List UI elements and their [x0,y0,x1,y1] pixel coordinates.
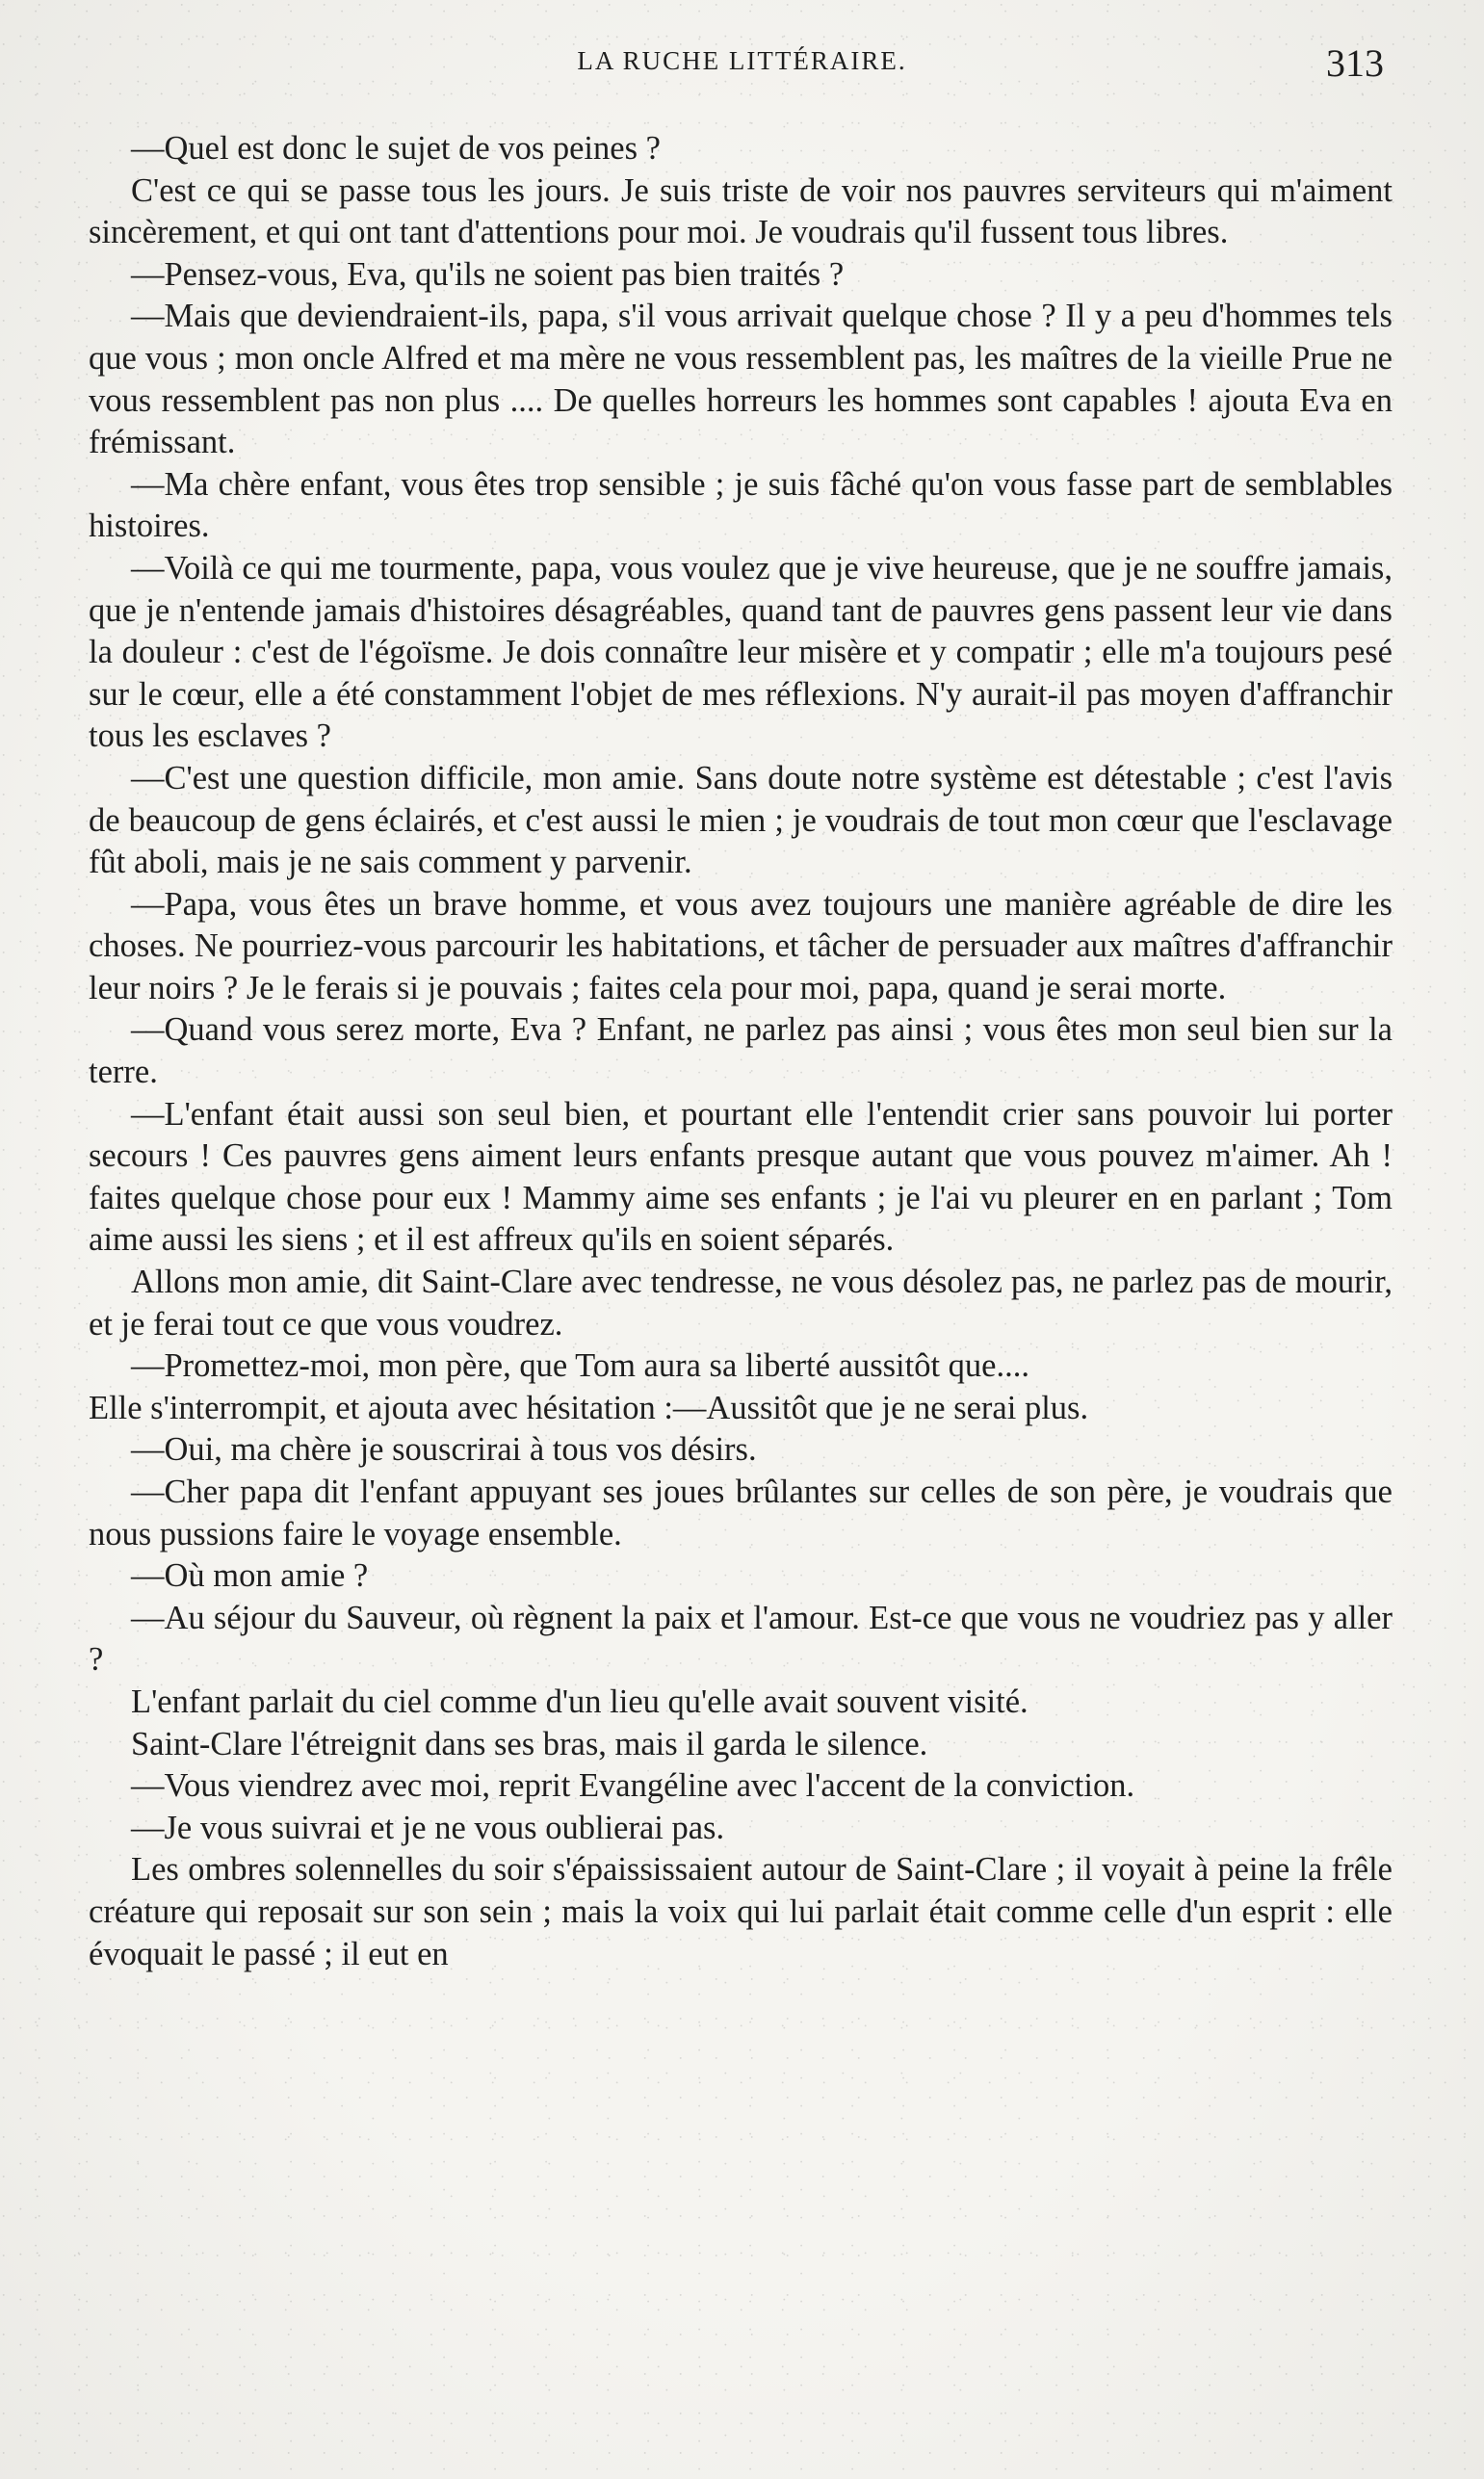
paragraph: —Au séjour du Sauveur, où règnent la paix et l'amour. Est-ce que vous ne voudriez pas y aller ? [89,1599,1393,1679]
paragraph: —Voilà ce qui me tourmente, papa, vous voulez que je vive heureuse, que je ne souffre jamais, que je n'entende jamais d'histoires désagréables, quand tant de pauvres gens passent leur vie dans la douleur : c'est de l'égoïsme. Je dois connaître leur misère et y compatir ; elle m'a toujours pesé sur le cœur, elle a été constamment l'objet de mes réflexions. N'y aurait-il pas moyen d'affranchir tous les esclaves ? [89,549,1393,755]
running-head [0,41,1484,85]
paragraph: L'enfant parlait du ciel comme d'un lieu qu'elle avait souvent visité. [131,1683,1028,1720]
paragraph: C'est ce qui se passe tous les jours. Je suis triste de voir nos pauvres serviteurs qui m'aiment sincèrement, et qui ont tant d'attentions pour moi. Je voudrais qu'il fussent tous libres. [89,171,1393,251]
paragraph: —Vous viendrez avec moi, reprit Evangéline avec l'accent de la conviction. [131,1767,1135,1805]
paragraph: —Pensez-vous, Eva, qu'ils ne soient pas bien traités ? [131,255,845,293]
paragraph: Elle s'interrompit, et ajouta avec hésitation :—Aussitôt que je ne serai plus. [89,1389,1089,1426]
paragraph: —L'enfant était aussi son seul bien, et pourtant elle l'entendit crier sans pouvoir lui porter secours ! Ces pauvres gens aiment leurs enfants presque autant que vous pouvez m'aimer. Ah ! faites quelque chose pour eux ! Mammy aime ses enfants ; je l'ai vu pleurer en en parlant ; Tom aime aussi les siens ; et il est affreux qu'ils en soient séparés. [89,1095,1393,1259]
paragraph: —Promettez-moi, mon père, que Tom aura sa liberté aussitôt que.... [131,1347,1029,1385]
paragraph: —Quel est donc le sujet de vos peines ? [131,130,661,167]
paragraph: —Où mon amie ? [131,1557,369,1595]
paragraph: —Oui, ma chère je souscrirai à tous vos désirs. [131,1431,757,1469]
body-text [89,128,1393,1975]
paragraph: Allons mon amie, dit Saint-Clare avec tendresse, ne vous désolez pas, ne parlez pas de mourir, et je ferai tout ce que vous voudrez. [89,1264,1393,1343]
running-title: LA RUCHE LITTÉRAIRE. [577,46,907,75]
paragraph: —Papa, vous êtes un brave homme, et vous avez toujours une manière agréable de dire les choses. Ne pourriez-vous parcourir les habitations, et tâcher de persuader aux maîtres d'affranchir leur noirs ? Je le ferais si je pouvais ; faites cela pour moi, papa, quand je serai morte. [89,885,1393,1006]
paragraph: —Cher papa dit l'enfant appuyant ses joues brûlantes sur celles de son père, je voudrais que nous pussions faire le voyage ensemble. [89,1474,1393,1553]
paragraph: —Quand vous serez morte, Eva ? Enfant, ne parlez pas ainsi ; vous êtes mon seul bien sur la terre. [89,1011,1393,1091]
paragraph: —C'est une question difficile, mon amie. Sans doute notre système est détestable ; c'est l'avis de beaucoup de gens éclairés, et c'est aussi le mien ; je voudrais de tout mon cœur que l'esclavage fût aboli, mais je ne sais comment y parvenir. [89,759,1393,881]
paragraph: Les ombres solennelles du soir s'épaississaient autour de Saint-Clare ; il voyait à peine la frêle créature qui reposait sur son sein ; mais la voix qui lui parlait était comme celle d'un esprit : elle évoquait le passé ; il eut en [89,1851,1393,1972]
paragraph: —Ma chère enfant, vous êtes trop sensible ; je suis fâché qu'on vous fasse part de semblables histoires. [89,465,1393,545]
paragraph: —Mais que deviendraient-ils, papa, s'il vous arrivait quelque chose ? Il y a peu d'hommes tels que vous ; mon oncle Alfred et ma mère ne vous ressemblent pas, les maîtres de la vieille Prue ne vous ressemblent pas non plus .... De quelles horreurs les hommes sont capables ! ajouta Eva en frémissant. [89,298,1393,461]
page-number: 313 [1326,41,1384,85]
paragraph: Saint-Clare l'étreignit dans ses bras, mais il garda le silence. [131,1725,928,1762]
paragraph: —Je vous suivrai et je ne vous oublierai pas. [131,1809,725,1846]
